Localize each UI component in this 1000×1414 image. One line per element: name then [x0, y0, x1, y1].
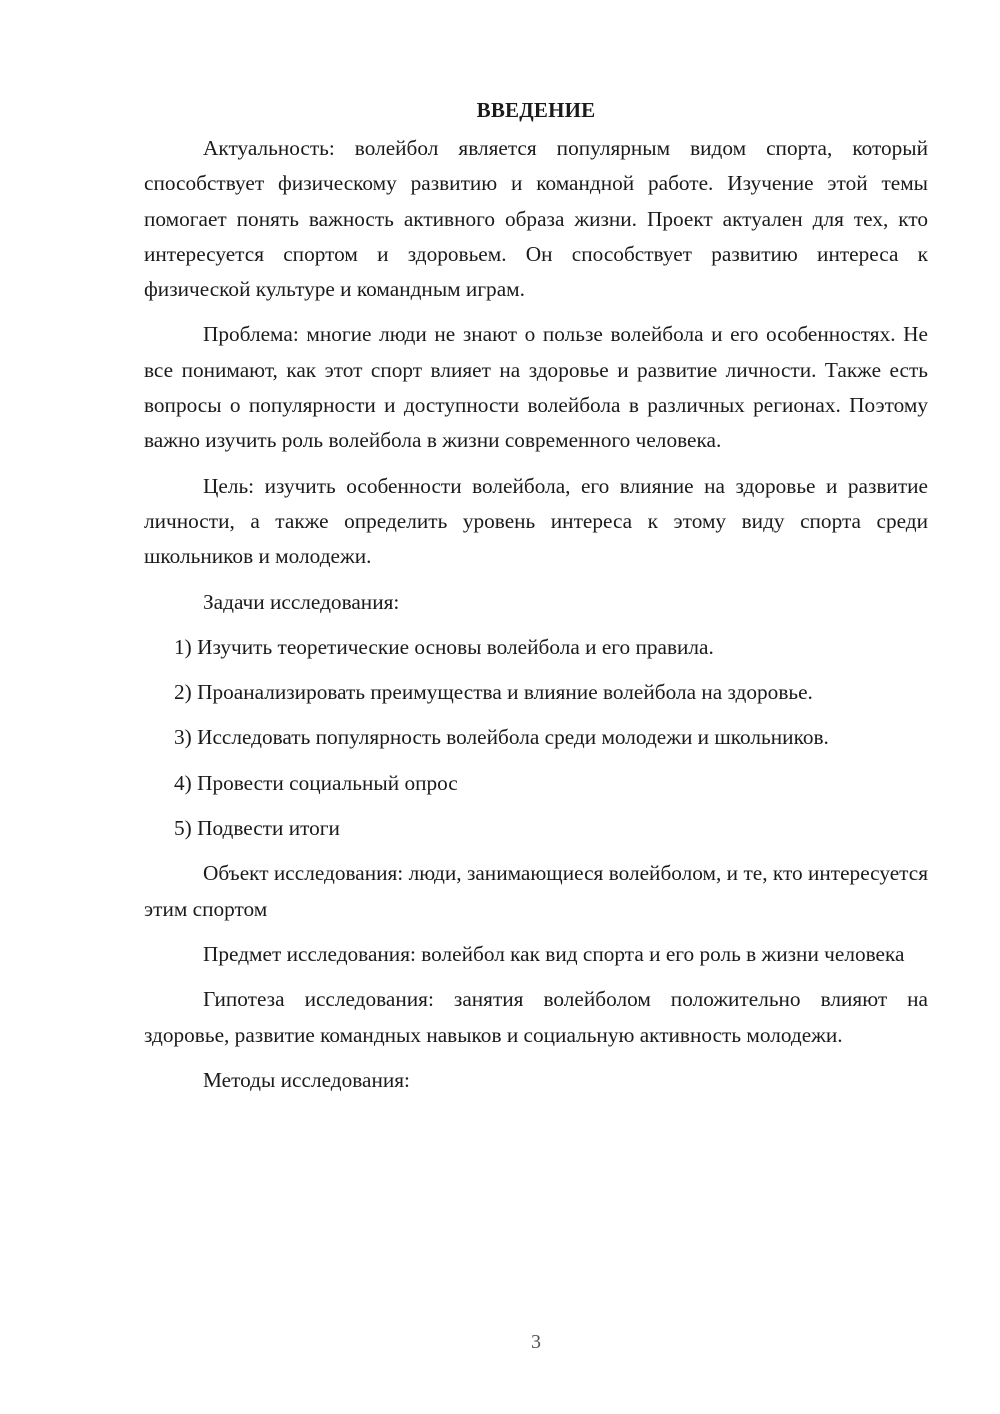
page-content [144, 93, 928, 1108]
relevance-paragraph: Актуальность: волейбол является популярным видом спорта, который способствует физическому развитию и командной работе. Изучение этой темы помогает понять важность активного образа жизни. Проект актуален для тех, кто интересуется спортом и здоровьем. Он способствует развитию интереса к физической культуре и командным играм. [144, 136, 928, 302]
hypothesis-paragraph: Гипотеза исследования: занятия волейболом положительно влияют на здоровье, развитие командных навыков и социальную активность молодежи. [144, 987, 928, 1047]
task-item-3: 3) Исследовать популярность волейбола среди молодежи и школьников. [174, 725, 829, 750]
task-item-1: 1) Изучить теоретические основы волейбола и его правила. [174, 634, 714, 659]
problem-paragraph: Проблема: многие люди не знают о пользе волейбола и его особенностях. Не все понимают, как этот спорт влияет на здоровье и развитие личности. Также есть вопросы о популярности и доступности волейбола в различных регионах. Поэтому важно изучить роль волейбола в жизни современного человека. [144, 322, 928, 453]
task-item-4: 4) Провести социальный опрос [174, 770, 458, 795]
tasks-heading: Задачи исследования: [203, 589, 400, 614]
section-title: ВВЕДЕНИЕ [476, 98, 596, 122]
object-paragraph: Объект исследования: люди, занимающиеся волейболом, и те, кто интересуется этим спортом [144, 861, 928, 921]
methods-heading: Методы исследования: [203, 1067, 410, 1092]
task-item-2: 2) Проанализировать преимущества и влияние волейбола на здоровье. [174, 680, 813, 705]
page-number: 3 [531, 1331, 541, 1353]
subject-paragraph: Предмет исследования: волейбол как вид спорта и его роль в жизни человека [203, 941, 905, 966]
task-item-5: 5) Подвести итоги [174, 816, 340, 841]
goal-paragraph: Цель: изучить особенности волейбола, его влияние на здоровье и развитие личности, а также определить уровень интереса к этому виду спорта среди школьников и молодежи. [144, 473, 928, 569]
